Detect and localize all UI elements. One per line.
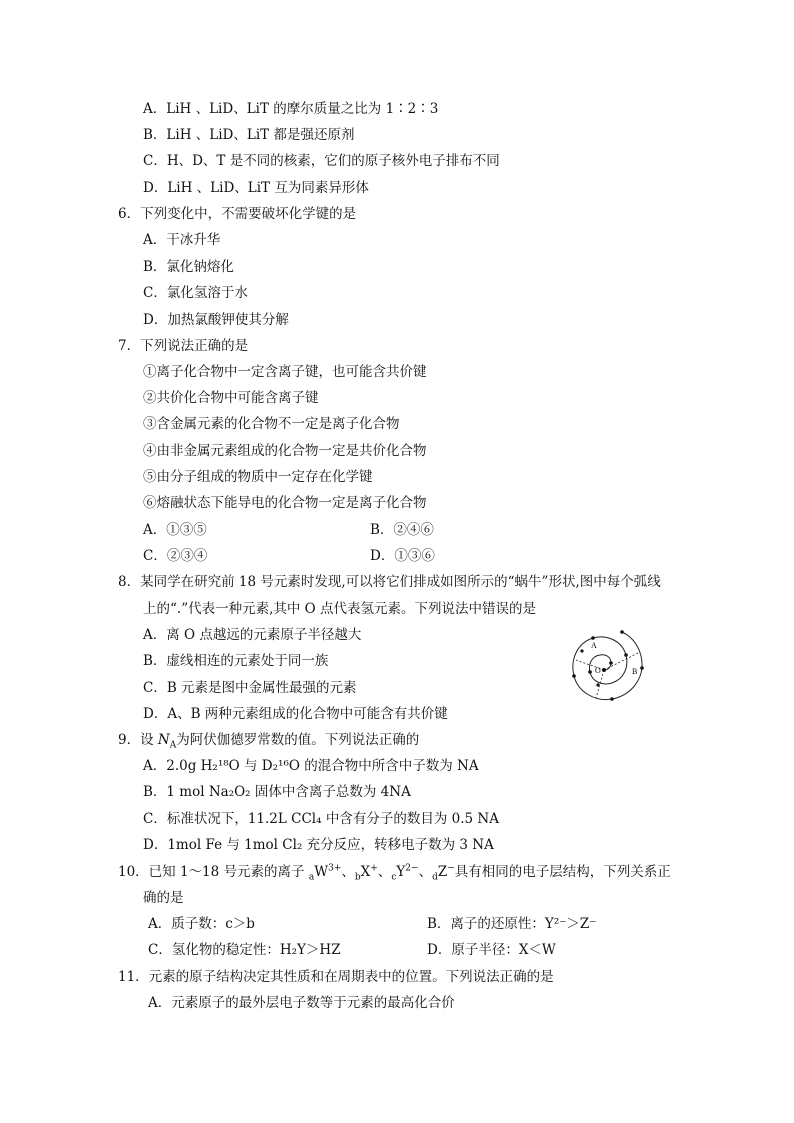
q6-option-a: A．干冰升华: [143, 232, 221, 248]
q11-stem: 11．元素的原子结构决定其性质和在周期表中的位置。下列说法正确的是: [118, 969, 554, 985]
q10-stem-suffix: 具有相同的电子层结构，下列关系正: [454, 864, 671, 880]
q7-statement-4: ④由非金属元素组成的化合物一定是共价化合物: [143, 443, 427, 459]
q8-option-b: B．虚线相连的元素处于同一族: [143, 653, 329, 669]
q7-statement-6: ⑥熔融状态下能导电的化合物一定是离子化合物: [143, 495, 427, 511]
q8-option-c: C．B 元素是图中金属性最强的元素: [143, 680, 357, 696]
q7-statement-3: ③含金属元素的化合物不一定是离子化合物: [143, 416, 400, 432]
q9-option-c: C．标准状况下，11.2L CCl₄ 中含有分子的数目为 0.5 NA: [143, 811, 499, 827]
q8-option-a: A．离 O 点越远的元素原子半径越大: [143, 627, 362, 643]
q9-stem-suffix: 为阿伏伽德罗常数的值。下列说法正确的: [176, 732, 420, 748]
figure-label-b: B: [632, 667, 638, 676]
element-dot: [588, 670, 592, 674]
q10-ions: $_aW^{3+}$、$_b$X+、$_cY^{2-}$、$_d$Z−: [308, 863, 455, 883]
q10-stem-line2: 确的是: [143, 890, 184, 906]
q6-option-d: D．加热氯酸钾使其分解: [143, 312, 289, 328]
q9-stem-n: N: [157, 732, 170, 748]
spiral-arc: [573, 632, 642, 700]
q9-option-b: B．1 mol Na₂O₂ 固体中含离子总数为 4NA: [143, 784, 411, 800]
q8-stem-line1: 8．某同学在研究前 18 号元素时发现,可以将它们排成如图所示的“蜗牛”形状,图中每个弧线: [118, 574, 661, 590]
q7-statement-5: ⑤由分子组成的物质中一定存在化学键: [143, 469, 373, 485]
q5-option-c: C．H、D、T 是不同的核素，它们的原子核外电子排布不同: [143, 153, 500, 169]
q7-option-c: C．②③④: [143, 548, 208, 564]
q10-option-c: C．氢化物的稳定性：H₂Y＞HZ: [148, 942, 341, 958]
element-dot: [610, 697, 614, 701]
q5-option-d: D．LiH 、LiD、LiT 互为同素异形体: [143, 180, 369, 196]
element-dot: [609, 661, 613, 665]
figure-label-o: O: [595, 666, 601, 675]
q7-stem: 7．下列说法正确的是: [118, 338, 249, 354]
q9-stem-sub: A: [169, 740, 177, 751]
q9-stem-prefix: 9．设: [118, 732, 158, 748]
element-dot: [640, 666, 644, 670]
element-dot: [620, 630, 624, 634]
q7-statement-1: ①离子化合物中一定含离子键，也可能含共价键: [143, 364, 427, 380]
q10-option-b: B．离子的还原性：Y²⁻＞Z⁻: [427, 916, 597, 932]
q10-option-d: D．原子半径：X＜W: [427, 942, 556, 958]
q8-stem-line2: 上的“.”代表一种元素,其中 O 点代表氢元素。下列说法中错误的是: [143, 601, 537, 617]
q8-option-d: D．A、B 两种元素组成的化合物中可能含有共价键: [143, 706, 448, 722]
q10-stem-line1: [118, 862, 671, 882]
q9-option-d: D．1mol Fe 与 1mol Cl₂ 充分反应，转移电子数为 3 NA: [143, 837, 494, 853]
q7-option-a: A．①③⑤: [143, 522, 207, 538]
q5-option-b: B．LiH 、LiD、LiT 都是强还原剂: [143, 127, 355, 143]
q7-option-d: D．①③⑥: [370, 548, 435, 564]
q11-option-a: A．元素原子的最外层电子数等于元素的最高化合价: [148, 995, 455, 1011]
q9-option-a: A．2.0g H₂¹⁸O 与 D₂¹⁶O 的混合物中所含中子数为 NA: [143, 758, 479, 774]
q6-option-b: B．氯化钠熔化: [143, 259, 234, 275]
q9-stem: [118, 730, 419, 750]
snail-spiral-figure: [562, 622, 648, 708]
element-dot: [591, 636, 595, 640]
q7-option-b: B．②④⑥: [370, 522, 434, 538]
q7-statement-2: ②共价化合物中可能含离子键: [143, 390, 319, 406]
element-dot: [596, 683, 599, 686]
element-dot: [624, 653, 628, 657]
figure-label-a: A: [591, 641, 597, 650]
q6-option-c: C．氯化氢溶于水: [143, 285, 248, 301]
element-dot: [580, 649, 583, 652]
q6-stem: 6．下列变化中，不需要破坏化学键的是: [118, 206, 357, 222]
q10-stem-prefix: 10．已知 1～18 号元素的离子: [118, 864, 309, 880]
point-o: [602, 668, 606, 672]
q5-option-a: A．LiH 、LiD、LiT 的摩尔质量之比为 1∶2∶3: [143, 101, 439, 117]
element-dot: [572, 674, 576, 678]
q10-option-a: A．质子数：c＞b: [148, 916, 255, 932]
